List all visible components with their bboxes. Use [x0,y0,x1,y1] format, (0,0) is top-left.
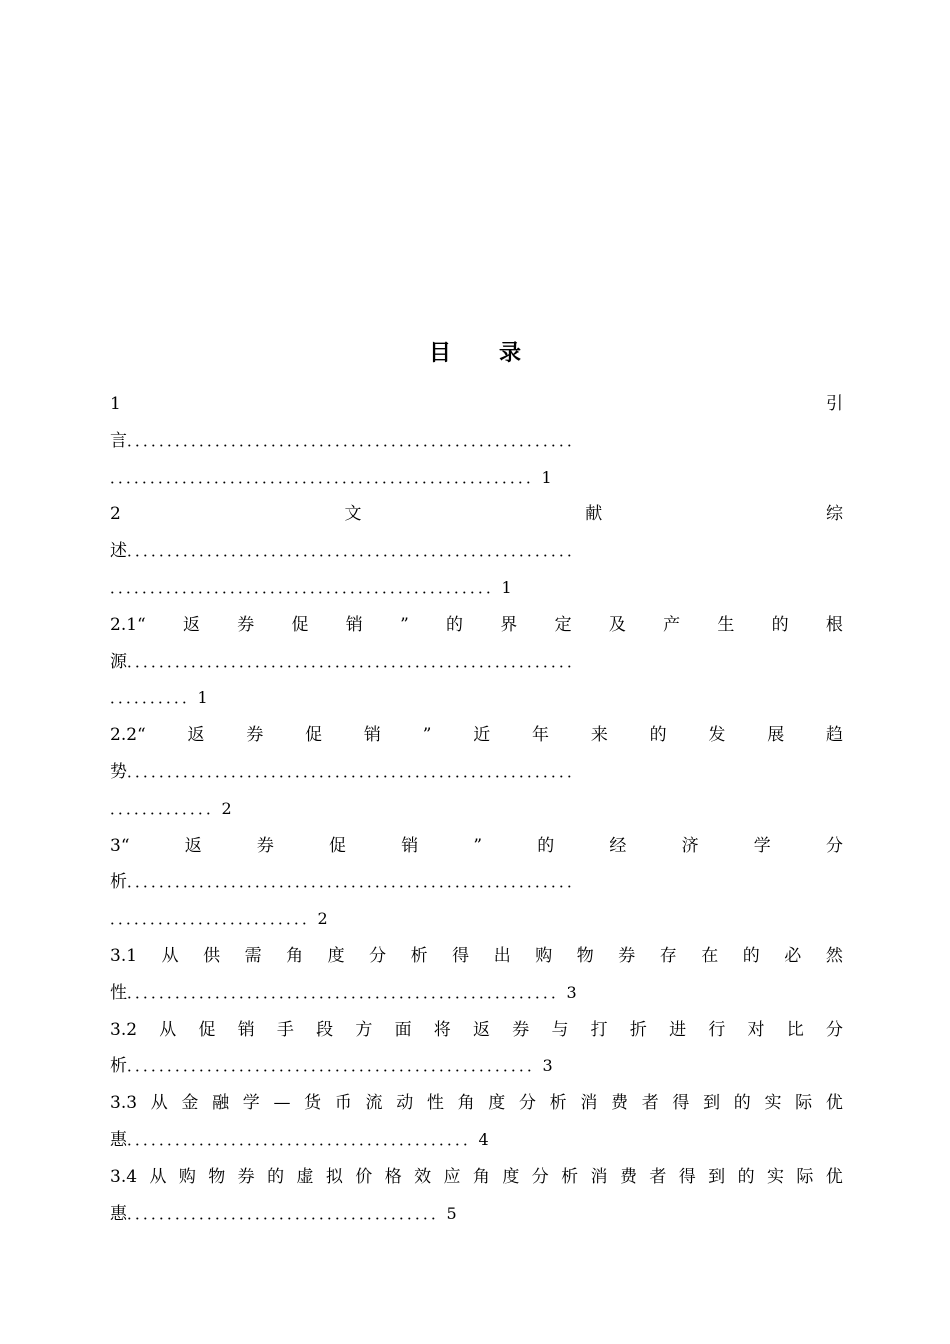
toc-heading-char: 销 [237,1019,255,1040]
toc-entry-heading [110,386,843,423]
toc-heading-char: 与 [551,1019,569,1040]
toc-entry-heading [110,607,843,644]
toc-heading-char: 手 [276,1019,294,1040]
toc-heading-char: 度 [327,945,345,966]
toc-entry-leader [110,754,843,791]
toc-heading-char: 2.1“ [110,614,146,635]
page-number: 3 [542,1056,553,1076]
dot-leader: ．．．．．．．．．．．．．．．．．．．．．．．．．．．．．．．．．．．．．．．．．．．．．．．．．．． [127,1057,543,1076]
toc-entry-leader [110,1048,843,1085]
toc-heading-tail: 惠 [110,1203,127,1224]
toc-heading-char: 折 [629,1019,647,1040]
dot-leader: ．．．．．．．．．．．．．．．．．．．．．．．．．．．．．．．．．．．．．．．．．．．．．．．． [110,578,502,597]
toc-entry-heading [110,938,843,975]
toc-heading-char: 金 [181,1093,199,1114]
toc-heading-char: 存 [659,945,677,966]
toc-entry[interactable] [110,1159,843,1233]
toc-heading-char: 在 [701,945,719,966]
toc-heading-char: 对 [747,1019,765,1040]
toc-heading-char: 销 [345,614,363,635]
dot-leader: ．．．．．．．．．．．．．．．．．．．．．．．．．．．．．．．．．．．．．．．．．．． [127,1130,479,1149]
toc-heading-char: ” [422,725,432,746]
page-number: 1 [501,577,512,597]
toc-heading-char: 角 [457,1093,475,1114]
toc-heading-char: 价 [355,1166,373,1187]
table-of-contents [110,386,843,1232]
toc-heading-tail: 性 [110,982,127,1003]
toc-entry-leader [110,423,843,460]
toc-entry-leader [110,864,843,901]
toc-heading-char: 券 [512,1019,530,1040]
toc-heading-char: 3.4 [110,1166,138,1187]
toc-heading-char: 券 [618,945,636,966]
dot-leader: ．．．．．．．．．．．．．．．．．．．．．．．．．．．．．．．．．．．．．．．．．．．．．．．．．．．．．． [127,983,567,1002]
toc-heading-char: 分 [518,1093,536,1114]
toc-entry[interactable] [110,496,843,606]
toc-entry-leader [110,1122,843,1159]
page-number: 1 [541,467,552,487]
dot-leader: ．．．．．．．．．．．．．．．．．．．．．．．．．．．．．．．．．．．．．．．．．．．．．．．．．．．．．．．． [127,873,583,892]
toc-heading-char: 际 [796,1166,814,1187]
toc-entry[interactable] [110,607,843,717]
toc-heading-char: 格 [384,1166,402,1187]
toc-heading-char: 济 [681,835,699,856]
toc-entry-leader [110,533,843,570]
toc-heading-char: 物 [576,945,594,966]
toc-heading-char: 将 [433,1019,451,1040]
toc-entry[interactable] [110,386,843,496]
toc-heading-char: 2 [110,504,121,525]
toc-heading-char: 销 [363,725,381,746]
toc-heading-char: 趋 [826,725,843,746]
toc-heading-char: 分 [531,1166,549,1187]
toc-heading-tail: 惠 [110,1129,127,1150]
dot-leader: ．．．．．．．．．．．．．．．．．．．．．．．．．．．．．．．．．．．．．．．．．．．．．．．．．．．．．．．． [127,762,583,781]
toc-heading-char: ” [473,835,483,856]
toc-heading-char: 流 [365,1093,383,1114]
toc-heading-char: 到 [708,1166,726,1187]
toc-heading-char: 1 [110,394,121,414]
toc-entry-heading [110,717,843,754]
toc-entry-heading [110,1085,843,1122]
toc-heading-char: 必 [784,945,802,966]
toc-heading-char: 销 [401,835,419,856]
dot-leader: ．．．．．．．．．． [110,689,198,708]
toc-heading-tail: 述 [110,541,127,562]
toc-heading-char: 学 [753,835,771,856]
toc-heading-char: 返 [183,614,200,635]
toc-heading-char: 的 [537,835,555,856]
toc-heading-char: 购 [535,945,553,966]
toc-heading-char: 券 [256,835,274,856]
toc-heading-char: 析 [410,945,428,966]
toc-heading-char: 得 [678,1166,696,1187]
toc-heading-char: 券 [237,614,255,635]
toc-heading-char: 返 [473,1019,491,1040]
toc-heading-char: 2.2“ [110,725,146,746]
toc-heading-char: 虚 [296,1166,314,1187]
toc-heading-char: 来 [590,725,608,746]
toc-heading-char: 定 [554,614,572,635]
toc-heading-char: 效 [414,1166,432,1187]
toc-heading-char: 者 [641,1093,659,1114]
toc-heading-char: 的 [649,725,667,746]
toc-heading-char: 界 [500,614,518,635]
dot-leader: ．．．．．．．．．．．．．．．．．．．．．．．．．．．．．．．．．．．．．．． [127,1204,447,1223]
toc-heading-char: 返 [187,725,205,746]
toc-heading-char: 文 [344,504,362,525]
toc-heading-char: 的 [771,614,789,635]
toc-heading-char: 析 [549,1093,567,1114]
toc-heading-char: 的 [733,1093,751,1114]
toc-heading-char: 促 [291,614,309,635]
toc-heading-char: 返 [184,835,202,856]
toc-heading-char: 经 [609,835,627,856]
toc-heading-char: 得 [672,1093,690,1114]
toc-entry-leader [110,1196,843,1233]
toc-entry[interactable] [110,1085,843,1159]
toc-heading-char: 度 [488,1093,506,1114]
toc-heading-char: 的 [742,945,760,966]
toc-heading-char: 进 [669,1019,687,1040]
toc-heading-char: 度 [502,1166,520,1187]
toc-entry[interactable] [110,1012,843,1086]
toc-heading-char: 者 [649,1166,667,1187]
page-number: 4 [478,1129,489,1149]
toc-heading-char: 3.3 [110,1093,138,1114]
toc-heading-char: 年 [532,725,550,746]
toc-heading-char: 方 [355,1019,373,1040]
toc-heading-char: 3.1 [110,945,138,966]
toc-heading-char: 从 [150,1093,168,1114]
toc-entry-leader-continued [110,791,843,828]
toc-heading-char: 货 [304,1093,322,1114]
toc-heading-char: 面 [394,1019,412,1040]
toc-heading-char: 优 [825,1093,843,1114]
toc-heading-char: 根 [825,614,843,635]
dot-leader: ．．．．．．．．．．．．．．．．．．．．．．．．．．．．．．．．．．．．．．．．．．．．．．．．．．．．．．．． [127,652,583,671]
toc-heading-char: 供 [203,945,221,966]
toc-heading-char: 角 [286,945,304,966]
toc-heading-char: 产 [663,614,681,635]
toc-heading-char: 角 [472,1166,490,1187]
toc-heading-tail: 源 [110,651,127,672]
toc-heading-char: 实 [764,1093,782,1114]
toc-heading-char: 综 [825,504,843,525]
toc-heading-char: 促 [305,725,323,746]
toc-heading-char: 购 [178,1166,196,1187]
toc-heading-char: 3“ [110,835,130,856]
toc-heading-char: 费 [619,1166,637,1187]
toc-heading-char: 际 [795,1093,813,1114]
dot-leader: ．．．．．．．．．．．．．．．．．．．．．．．．．．．．．．．．．．．．．．．．．．．．．．．．．．．．． [110,468,542,487]
toc-heading-char: 打 [590,1019,608,1040]
dot-leader: ．．．．．．．．．．．．．．．．．．．．．．．．．．．．．．．．．．．．．．．．．．．．．．．．．．．．．．．． [127,431,583,450]
toc-entry[interactable] [110,717,843,827]
toc-heading-tail: 言 [110,430,127,451]
toc-heading-char: 从 [161,945,179,966]
dot-leader: ．．．．．．．．．．．．． [110,799,222,818]
toc-heading-char: 然 [825,945,843,966]
dot-leader: ．．．．．．．．．．．．．．．．．．．．．．．．．．．．．．．．．．．．．．．．．．．．．．．．．．．．．．．． [127,542,583,561]
toc-heading-char: 献 [585,504,603,525]
page-number: 2 [221,798,232,818]
toc-heading-char: 拟 [325,1166,343,1187]
page-number: 3 [566,982,577,1002]
toc-heading-tail: 势 [110,761,127,782]
toc-heading-char: 引 [826,394,843,414]
toc-heading-char: 币 [334,1093,352,1114]
toc-entry-leader [110,644,843,681]
page-number: 5 [446,1203,457,1223]
toc-heading-char: 消 [590,1166,608,1187]
toc-entry-leader-continued [110,901,843,938]
toc-heading-char: 及 [608,614,626,635]
toc-heading-char: 行 [708,1019,726,1040]
toc-entry-leader-continued [110,570,843,607]
toc-heading-char: 到 [703,1093,721,1114]
toc-entry-leader [110,975,843,1012]
toc-title-char-2: 录 [499,341,522,366]
toc-heading-char: 动 [396,1093,414,1114]
toc-heading-char: 消 [580,1093,598,1114]
toc-heading-char: 融 [212,1093,230,1114]
toc-entry-leader-continued [110,460,843,497]
toc-heading-char: 生 [717,614,735,635]
toc-heading-char: — [273,1093,291,1114]
toc-heading-char: 学 [242,1093,260,1114]
toc-heading-char: 物 [208,1166,226,1187]
page-number: 2 [317,909,328,929]
toc-heading-char: 展 [767,725,785,746]
toc-heading-char: 的 [446,614,464,635]
toc-heading-char: 实 [766,1166,784,1187]
toc-heading-char: ” [400,614,409,635]
toc-entry-heading [110,496,843,533]
toc-heading-char: 促 [198,1019,216,1040]
toc-heading-char: 近 [473,725,491,746]
toc-heading-char: 出 [493,945,511,966]
toc-heading-char: 性 [426,1093,444,1114]
toc-entry-heading [110,1012,843,1049]
toc-heading-char: 分 [825,835,843,856]
toc-heading-char: 从 [159,1019,177,1040]
toc-entry-leader-continued [110,680,843,717]
toc-entry-heading [110,1159,843,1196]
toc-heading-char: 应 [443,1166,461,1187]
toc-title [0,338,950,370]
toc-heading-char: 需 [244,945,262,966]
toc-entry[interactable] [110,828,843,938]
toc-entry[interactable] [110,938,843,1012]
toc-heading-char: 券 [237,1166,255,1187]
toc-heading-char: 分 [369,945,387,966]
toc-heading-char: 费 [611,1093,629,1114]
toc-heading-char: 的 [267,1166,285,1187]
toc-heading-char: 从 [149,1166,167,1187]
toc-heading-char: 析 [561,1166,579,1187]
toc-title-char-1: 目 [428,341,451,366]
toc-heading-char: 发 [708,725,726,746]
page-number: 1 [197,688,208,708]
toc-heading-char: 优 [825,1166,843,1187]
toc-heading-tail: 析 [110,1056,127,1077]
toc-heading-char: 促 [329,835,347,856]
toc-heading-char: 3.2 [110,1019,138,1040]
toc-heading-char: 券 [246,725,264,746]
toc-heading-char: 段 [316,1019,334,1040]
toc-heading-char: 比 [786,1019,804,1040]
toc-heading-char: 的 [737,1166,755,1187]
toc-entry-heading [110,828,843,865]
toc-heading-char: 得 [452,945,470,966]
toc-heading-char: 分 [825,1019,843,1040]
dot-leader: ．．．．．．．．．．．．．．．．．．．．．．．．． [110,910,318,929]
toc-heading-tail: 析 [110,872,127,893]
